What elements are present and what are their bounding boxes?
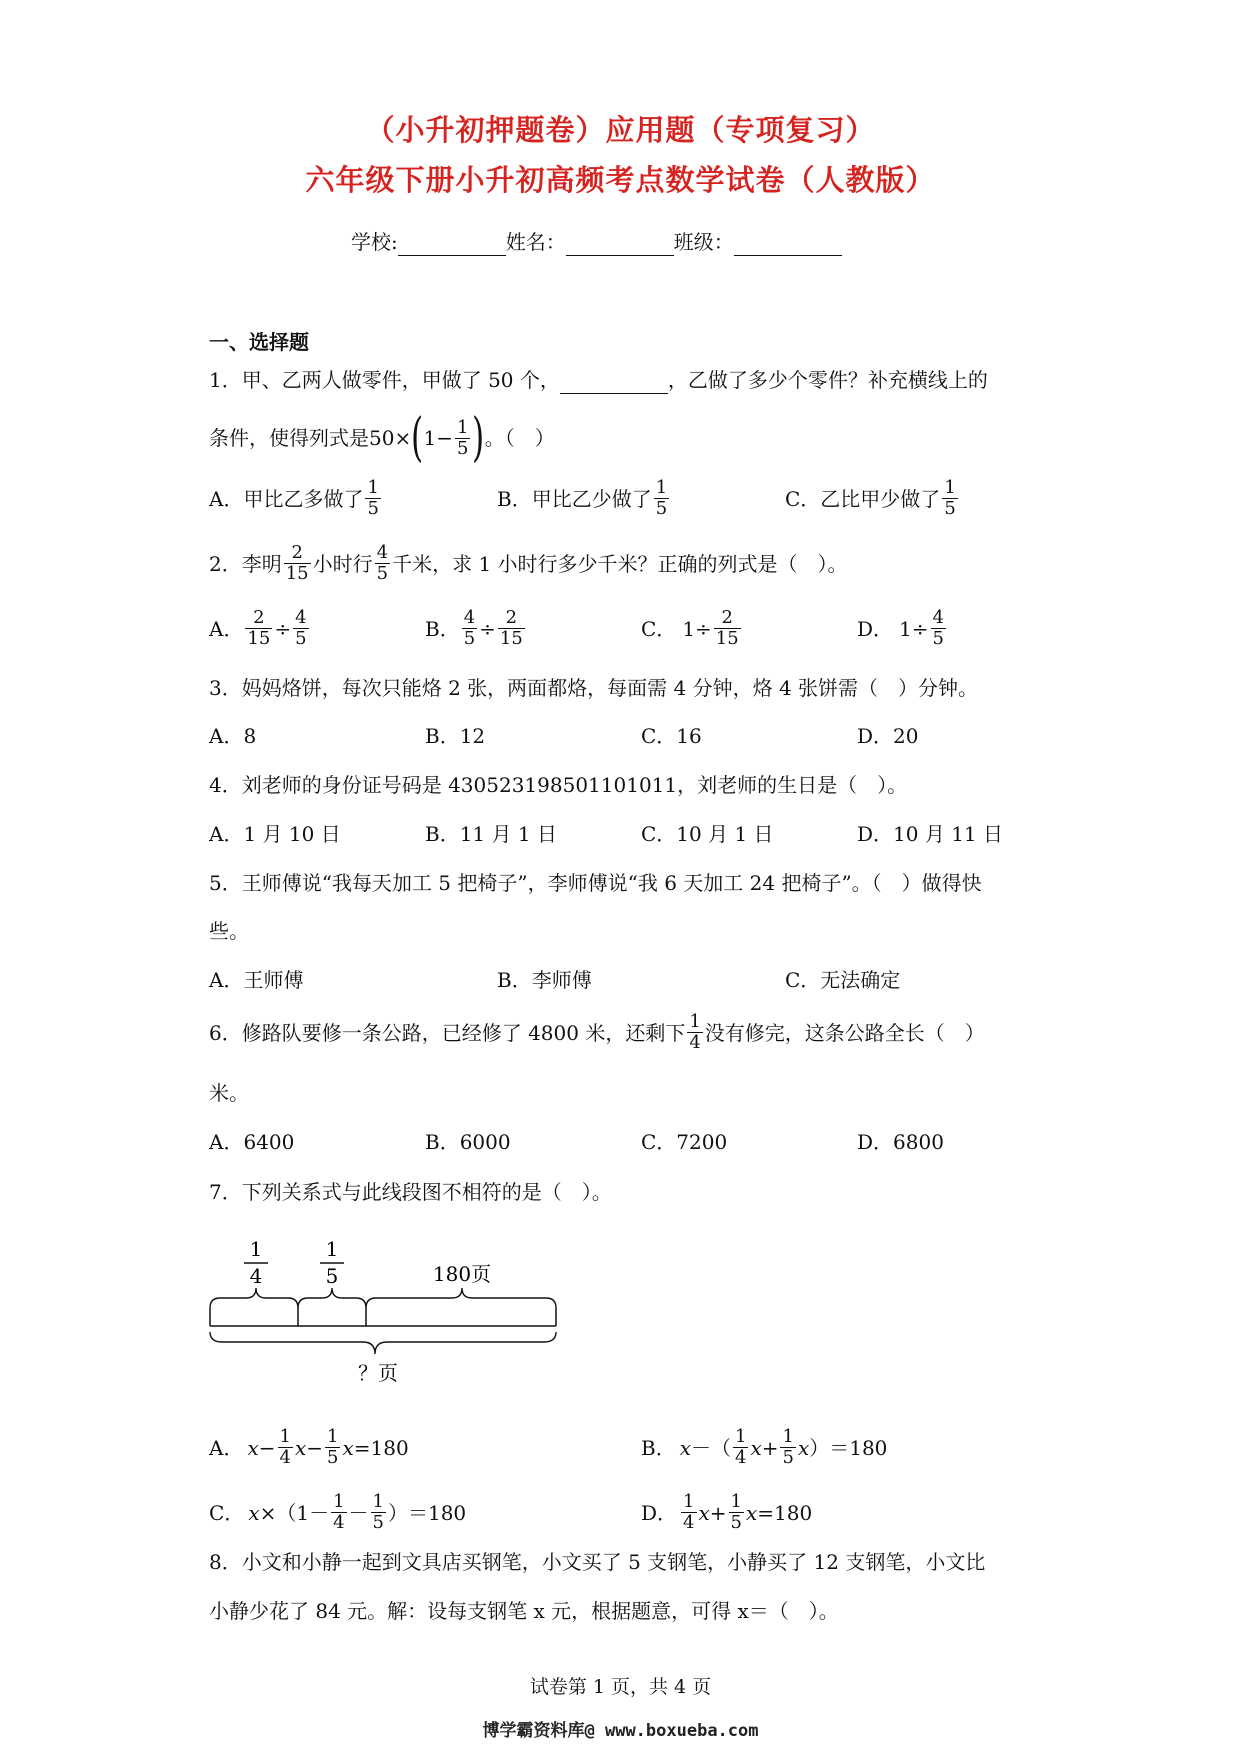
school-label: 学校: (351, 230, 398, 254)
q1-expr-b: 1− (423, 426, 453, 450)
segment-diagram (200, 1230, 570, 1400)
q3-option-d[interactable]: D．20 (857, 724, 919, 748)
q3-stem: 3．妈妈烙饼，每次只能烙 2 张，两面都烙，每面需 4 分钟，烙 4 张饼需（ ）分钟。 (209, 676, 979, 700)
q4-stem: 4．刘老师的身份证号码是 430523198501101011，刘老师的生日是（ ）。 (209, 773, 908, 797)
q3-option-b[interactable]: B．12 (425, 724, 486, 748)
q1-line2 (209, 408, 555, 468)
q7-stem: 7．下列关系式与此线段图不相符的是（ ）。 (209, 1180, 612, 1204)
watermark: 博学霸资料库@ www.boxueba.com (482, 1721, 759, 1741)
q5-option-c[interactable]: C．无法确定 (785, 968, 901, 992)
q7-option-c[interactable]: C． x ×（1－ $\frac{1}{4}$ － $\frac{1}{5}$ ）＝180 (209, 1491, 467, 1533)
q2-fraction-distance: $\frac{4}{5}$ (376, 542, 389, 584)
q6-option-a[interactable]: A．6400 (209, 1130, 295, 1154)
q2-option-d[interactable]: D． 1÷ $\frac{4}{5}$ (857, 607, 944, 649)
q6-fraction: $\frac{1}{4}$ (689, 1011, 701, 1053)
q7-option-a[interactable]: A． x − $\frac{1}{4}$ x − $\frac{1}{5}$ x =180 (209, 1426, 409, 1468)
section-title: 一、选择题 (209, 330, 309, 354)
q1-text-c: 条件，使得列式是 (209, 426, 369, 450)
q1-option-b[interactable]: B．甲比乙少做了 $\frac{1}{5}$ (497, 477, 668, 519)
name-blank[interactable] (566, 235, 674, 256)
q2-option-a[interactable]: A． $\frac{2}{15}$ ÷ $\frac{4}{5}$ (209, 607, 307, 649)
q2-option-c[interactable]: C． 1÷ $\frac{2}{15}$ (641, 607, 739, 649)
q1-text-a: 1．甲、乙两人做零件，甲做了 50 个， (209, 368, 560, 392)
q4-option-b[interactable]: B．11 月 1 日 (425, 822, 557, 846)
q2-fraction-time: $\frac{2}{15}$ (285, 542, 309, 584)
q4-option-c[interactable]: C．10 月 1 日 (641, 822, 774, 846)
q2-stem: 2．李明 $\frac{2}{15}$ 小时行 $\frac{4}{5}$ 千米，求 1 小时行多少千米？正确的列式是（ ）。 (209, 542, 848, 584)
q6-option-b[interactable]: B．6000 (425, 1130, 511, 1154)
label-total-pages: ？页 (358, 1361, 398, 1385)
label-quarter-den: 4 (249, 1264, 263, 1288)
brace-fifth (298, 1288, 366, 1308)
exam-title-2: 六年级下册小升初高频考点数学试卷（人教版） (305, 163, 936, 197)
label-quarter-num: 1 (249, 1237, 263, 1261)
q3-option-c[interactable]: C．16 (641, 724, 702, 748)
q6-stem-line1: 6．修路队要修一条公路，已经修了 4800 米，还剩下 $\frac{1}{4}$ 没有修完，这条公路全长（ ） (209, 1011, 985, 1053)
q4-option-a[interactable]: A．1 月 10 日 (209, 822, 341, 846)
q7-option-b[interactable]: B． x －（ $\frac{1}{4}$ x + $\frac{1}{5}$ x ）＝180 (641, 1426, 888, 1468)
q1-option-c[interactable]: C．乙比甲少做了 $\frac{1}{5}$ (785, 477, 956, 519)
label-fifth-den: 5 (325, 1264, 339, 1288)
q1-fraction: $\frac{1}{5}$ (457, 416, 469, 459)
q1-text-b: ，乙做了多少个零件？补充横线上的 (667, 368, 988, 392)
brace-180 (366, 1288, 556, 1308)
q5-stem-line2: 些。 (209, 919, 249, 943)
q1-blank[interactable] (560, 373, 668, 394)
q5-option-b[interactable]: B．李师傅 (497, 968, 592, 992)
exam-title-1: （小升初押题卷）应用题（专项复习） (365, 113, 876, 147)
q7-option-d[interactable]: D． $\frac{1}{4}$ x + $\frac{1}{5}$ x =180 (641, 1491, 813, 1533)
page-number: 试卷第 1 页，共 4 页 (529, 1676, 712, 1698)
name-label: 姓名： (505, 230, 566, 254)
q2-option-b[interactable]: B． $\frac{4}{5}$ ÷ $\frac{2}{15}$ (425, 607, 523, 649)
q1-expr-a: 50× (369, 426, 412, 450)
brace-quarter (210, 1288, 298, 1308)
q8-stem-line1: 8．小文和小静一起到文具店买钢笔，小文买了 5 支钢笔，小静买了 12 支钢笔，小文比 (209, 1550, 986, 1574)
school-blank[interactable] (398, 235, 506, 256)
q6-stem-line2: 米。 (209, 1081, 249, 1105)
q5-option-a[interactable]: A．王师傅 (209, 968, 304, 992)
q1-option-a[interactable]: A．甲比乙多做了 $\frac{1}{5}$ (209, 477, 379, 519)
q6-option-d[interactable]: D．6800 (857, 1130, 944, 1154)
q6-option-c[interactable]: C．7200 (641, 1130, 728, 1154)
q8-stem-line2: 小静少花了 84 元。解：设每支钢笔 x 元，根据题意，可得 x＝（ ）。 (209, 1599, 839, 1623)
q1-line1 (209, 366, 988, 394)
student-info (351, 228, 842, 256)
class-blank[interactable] (734, 235, 842, 256)
label-180-pages: 180页 (432, 1262, 492, 1286)
q4-option-d[interactable]: D．10 月 11 日 (857, 822, 1004, 846)
q1-text-d: 。（ ） (484, 426, 555, 450)
label-fifth-num: 1 (325, 1237, 339, 1261)
class-label: 班级： (673, 230, 734, 254)
left-paren: ( (411, 408, 424, 468)
right-paren: ) (472, 408, 485, 468)
q5-stem-line1: 5．王师傅说“我每天加工 5 把椅子”，李师傅说“我 6 天加工 24 把椅子”。（ ）做得快 (209, 871, 982, 895)
brace-total (210, 1332, 556, 1354)
q3-option-a[interactable]: A．8 (209, 724, 257, 748)
